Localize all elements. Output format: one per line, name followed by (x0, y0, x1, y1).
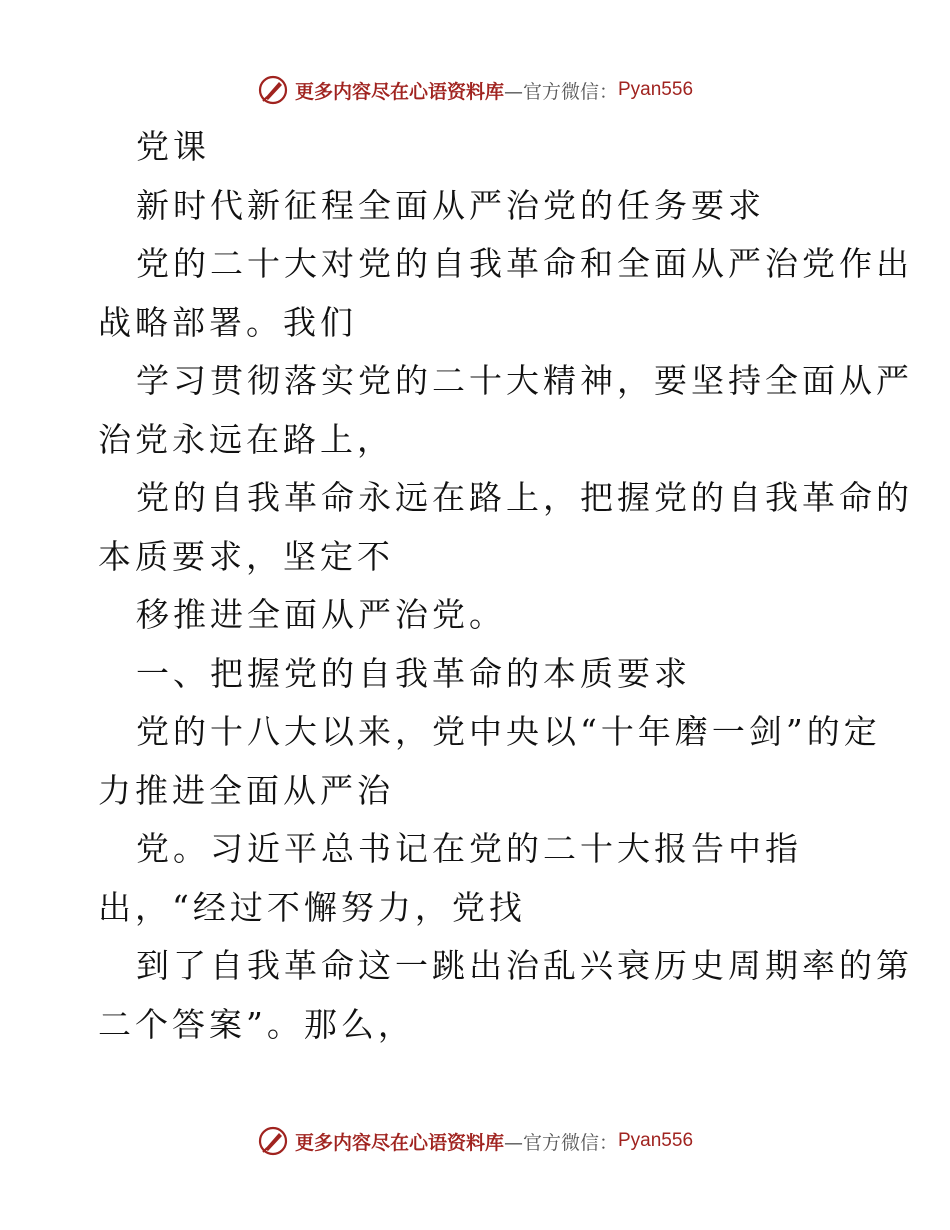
text-line: 二个答案”。那么， (98, 1004, 415, 1044)
text-line: 党的自我革命永远在路上，把握党的自我革命的 (136, 478, 913, 517)
banner-wechat-label: —官方微信： (503, 1131, 618, 1154)
text-line: 出，“经过不懈努力，党找 (98, 887, 526, 927)
banner-text (295, 77, 693, 104)
text-line: 战略部署。我们 (98, 302, 357, 342)
text-line: 党的二十大对党的自我革命和全面从严治党作出 (136, 244, 913, 283)
text-line: 到了自我革命这一跳出治乱兴衰历史周期率的第 (136, 946, 913, 985)
text-line: 党的十八大以来，党中央以“十年磨一剑”的定 (136, 712, 881, 751)
quill-logo-icon (257, 1125, 289, 1157)
text-line: 力推进全面从严治 (98, 770, 394, 810)
text-line: 本质要求，坚定不 (98, 536, 394, 576)
text-line: 移推进全面从严治党。 (136, 595, 506, 634)
text-line: 党课 (136, 127, 210, 166)
text-line: 治党永远在路上， (98, 419, 394, 459)
document-body (98, 118, 913, 1054)
banner-site-name: 更多内容尽在心语资料库 (294, 1131, 504, 1154)
header-banner (0, 70, 950, 110)
quill-logo-icon (257, 74, 289, 106)
banner-wechat-id: Pyan556 (618, 79, 694, 100)
text-line: 新时代新征程全面从严治党的任务要求 (136, 185, 765, 225)
banner-wechat-label: —官方微信： (503, 80, 618, 103)
text-line: 一、把握党的自我革命的本质要求 (136, 653, 691, 693)
text-line: 党。习近平总书记在党的二十大报告中指 (136, 829, 802, 868)
banner-site-name: 更多内容尽在心语资料库 (294, 80, 504, 103)
banner-wechat-id: Pyan556 (618, 1130, 694, 1151)
text-line: 学习贯彻落实党的二十大精神，要坚持全面从严 (136, 361, 913, 400)
banner-text (295, 1128, 693, 1155)
footer-banner (0, 1121, 950, 1161)
